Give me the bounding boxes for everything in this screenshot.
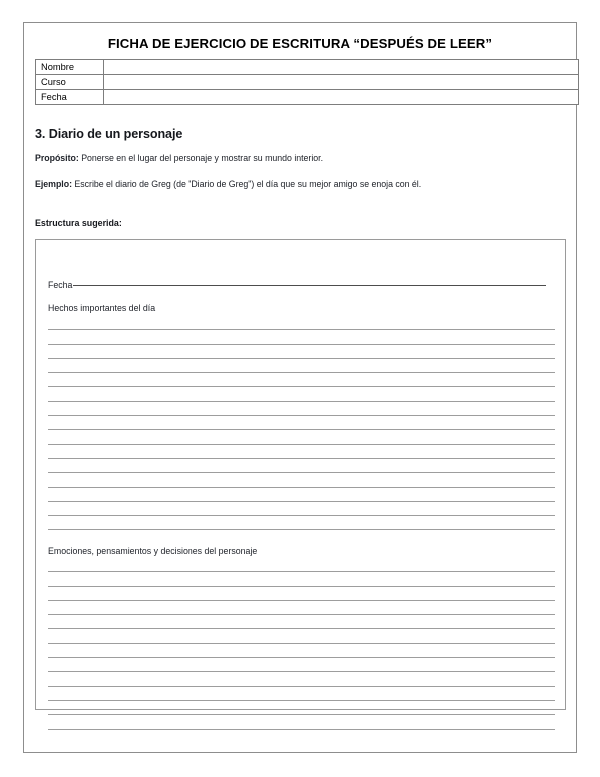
write-line[interactable] xyxy=(48,488,555,502)
write-line[interactable] xyxy=(48,402,555,416)
write-line[interactable] xyxy=(48,459,555,473)
write-line[interactable] xyxy=(48,516,555,530)
table-row xyxy=(36,90,579,105)
write-lines-hechos[interactable] xyxy=(48,316,555,530)
table-row xyxy=(36,75,579,90)
identity-field-curso[interactable] xyxy=(104,75,579,90)
write-line[interactable] xyxy=(48,445,555,459)
write-line[interactable] xyxy=(48,572,555,586)
write-line[interactable] xyxy=(48,701,555,715)
writing-answer-box xyxy=(35,239,566,710)
block-label-emociones: Emociones, pensamientos y decisiones del personaje xyxy=(48,546,258,556)
write-line[interactable] xyxy=(48,330,555,344)
write-line[interactable] xyxy=(48,473,555,487)
proposito-label: Propósito: xyxy=(35,153,79,163)
write-line[interactable] xyxy=(48,345,555,359)
section-heading: 3. Diario de un personaje xyxy=(35,127,183,141)
page-title: FICHA DE EJERCICIO DE ESCRITURA “DESPUÉS DE LEER” xyxy=(107,36,493,51)
write-line[interactable] xyxy=(48,359,555,373)
write-line[interactable] xyxy=(48,373,555,387)
identity-field-nombre[interactable] xyxy=(104,60,579,75)
proposito-text: Ponerse en el lugar del personaje y mostrar su mundo interior. xyxy=(78,153,323,163)
write-line[interactable] xyxy=(48,430,555,444)
fecha-write-rule[interactable] xyxy=(73,285,546,286)
fecha-field-label: Fecha xyxy=(48,280,73,290)
structure-label: Estructura sugerida: xyxy=(35,218,122,228)
fecha-field-row xyxy=(48,280,555,290)
write-line[interactable] xyxy=(48,644,555,658)
write-line[interactable] xyxy=(48,658,555,672)
write-line[interactable] xyxy=(48,587,555,601)
identity-label-nombre: Nombre xyxy=(36,60,104,75)
write-line[interactable] xyxy=(48,672,555,686)
ejemplo-label: Ejemplo: xyxy=(35,179,72,189)
write-line[interactable] xyxy=(48,387,555,401)
identity-label-fecha: Fecha xyxy=(36,90,104,105)
identity-field-fecha[interactable] xyxy=(104,90,579,105)
write-line[interactable] xyxy=(48,601,555,615)
write-line[interactable] xyxy=(48,416,555,430)
student-identity-table xyxy=(35,59,579,105)
write-line[interactable] xyxy=(48,687,555,701)
worksheet-page xyxy=(23,22,577,753)
block-label-hechos: Hechos importantes del día xyxy=(48,303,156,313)
write-line[interactable] xyxy=(48,715,555,729)
write-line[interactable] xyxy=(48,615,555,629)
write-line[interactable] xyxy=(48,316,555,330)
ejemplo-text: Escribe el diario de Greg (de "Diario de Greg") el día que su mejor amigo se enoja con él. xyxy=(72,179,422,189)
ejemplo-line xyxy=(35,179,421,189)
write-line[interactable] xyxy=(48,502,555,516)
proposito-line xyxy=(35,153,323,163)
write-line[interactable] xyxy=(48,558,555,572)
table-row xyxy=(36,60,579,75)
write-lines-emociones[interactable] xyxy=(48,558,555,730)
write-line[interactable] xyxy=(48,629,555,643)
identity-label-curso: Curso xyxy=(36,75,104,90)
